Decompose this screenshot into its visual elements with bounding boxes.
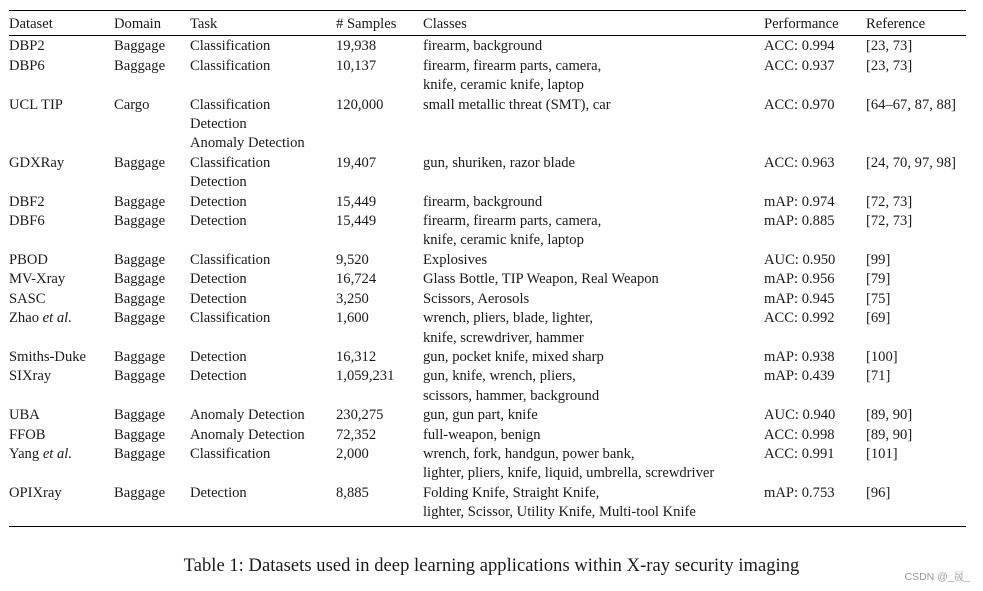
watermark: CSDN @_晟_: [904, 571, 970, 583]
cell-samples: 16,312: [336, 348, 377, 365]
dataset-name: SIXray: [9, 368, 52, 385]
cell-dataset: [9, 212, 114, 251]
task-line: Classification: [190, 38, 271, 55]
cell-dataset: [9, 96, 114, 154]
task-line: Classification: [190, 57, 271, 74]
cell-dataset: [9, 290, 114, 309]
cell-performance: AUC: 0.940: [764, 407, 836, 424]
cell-task: [190, 348, 336, 367]
cell-performance: ACC: 0.994: [764, 38, 835, 55]
cell-task: [190, 57, 336, 96]
cell-dataset: [9, 426, 114, 445]
cell-classes: [423, 290, 764, 309]
cell-dataset: [9, 309, 114, 348]
cell-performance: AUC: 0.950: [764, 251, 836, 268]
cell-task: [190, 426, 336, 445]
cell-samples: 8,885: [336, 484, 369, 501]
cell-dataset: [9, 348, 114, 367]
cell-dataset: [9, 484, 114, 526]
classes-line: knife, ceramic knife, laptop: [423, 232, 584, 249]
cell-task: [190, 406, 336, 425]
cell-performance: mAP: 0.753: [764, 484, 835, 501]
classes-line: knife, ceramic knife, laptop: [423, 77, 584, 94]
cell-performance: mAP: 0.974: [764, 193, 835, 210]
classes-line: wrench, fork, handgun, power bank,: [423, 445, 635, 462]
cell-samples: 16,724: [336, 271, 377, 288]
cell-dataset: [9, 270, 114, 289]
classes-line: wrench, pliers, blade, lighter,: [423, 310, 594, 327]
task-line: Detection: [190, 271, 247, 288]
cell-reference: [23, 73]: [866, 57, 913, 74]
cell-domain: Cargo: [114, 96, 150, 113]
table-body: [9, 36, 966, 525]
dataset-name: Smiths-Duke: [9, 348, 87, 365]
cell-task: [190, 484, 336, 526]
cell-task: [190, 251, 336, 270]
table-row: [9, 445, 966, 484]
cell-task: [190, 154, 336, 193]
cell-domain: Baggage: [114, 310, 166, 327]
dataset-name: DBF6: [9, 213, 45, 230]
cell-performance: ACC: 0.937: [764, 57, 835, 74]
table-row: [9, 290, 966, 309]
column-header-samples: # Samples: [336, 16, 397, 32]
cell-domain: Baggage: [114, 271, 166, 288]
table-row: [9, 193, 966, 212]
dataset-name: GDXRay: [9, 154, 65, 171]
cell-samples: 120,000: [336, 96, 384, 113]
classes-line: Scissors, Aerosols: [423, 290, 530, 307]
cell-classes: [423, 484, 764, 526]
cell-reference: [75]: [866, 290, 891, 307]
dataset-name: SASC: [9, 290, 46, 307]
cell-performance: mAP: 0.439: [764, 368, 835, 385]
table-row: [9, 36, 966, 56]
task-line: Detection: [190, 348, 247, 365]
table-row: [9, 96, 966, 154]
cell-reference: [89, 90]: [866, 426, 913, 443]
dataset-name: PBOD: [9, 251, 48, 268]
task-line: Detection: [190, 174, 247, 191]
column-header-dataset: Dataset: [9, 16, 53, 32]
task-line: Anomaly Detection: [190, 135, 305, 152]
cell-performance: mAP: 0.945: [764, 290, 835, 307]
cell-samples: 19,407: [336, 154, 377, 171]
table-row: [9, 251, 966, 270]
cell-samples: 72,352: [336, 426, 377, 443]
classes-line: gun, knife, wrench, pliers,: [423, 368, 576, 385]
cell-domain: Baggage: [114, 193, 166, 210]
cell-domain: Baggage: [114, 251, 166, 268]
cell-classes: [423, 212, 764, 251]
table-row: [9, 154, 966, 193]
table-row: [9, 270, 966, 289]
dataset-name-suffix: et al.: [42, 445, 72, 462]
cell-samples: 10,137: [336, 57, 377, 74]
table-row: [9, 367, 966, 406]
dataset-name: DBP6: [9, 57, 45, 74]
cell-dataset: [9, 367, 114, 406]
column-header-domain: Domain: [114, 16, 162, 32]
dataset-name: Yang: [9, 445, 40, 462]
task-line: Classification: [190, 251, 271, 268]
cell-performance: mAP: 0.956: [764, 271, 835, 288]
table-row: [9, 309, 966, 348]
classes-line: firearm, background: [423, 38, 543, 55]
cell-reference: [89, 90]: [866, 407, 913, 424]
cell-reference: [72, 73]: [866, 193, 913, 210]
cell-dataset: [9, 36, 114, 56]
dataset-name: DBF2: [9, 193, 45, 210]
cell-performance: ACC: 0.991: [764, 445, 835, 462]
dataset-name: Zhao: [9, 310, 39, 327]
datasets-table: [9, 11, 966, 526]
cell-reference: [99]: [866, 251, 891, 268]
cell-task: [190, 290, 336, 309]
cell-samples: 3,250: [336, 290, 369, 307]
cell-classes: [423, 251, 764, 270]
cell-samples: 19,938: [336, 38, 377, 55]
cell-classes: [423, 154, 764, 193]
cell-dataset: [9, 57, 114, 96]
cell-classes: [423, 348, 764, 367]
cell-classes: [423, 96, 764, 154]
task-line: Classification: [190, 154, 271, 171]
table-row: [9, 426, 966, 445]
classes-line: full-weapon, benign: [423, 426, 541, 443]
cell-samples: 15,449: [336, 213, 377, 230]
cell-task: [190, 212, 336, 251]
classes-line: firearm, firearm parts, camera,: [423, 57, 602, 74]
table-row: [9, 406, 966, 425]
cell-reference: [100]: [866, 348, 898, 365]
cell-dataset: [9, 406, 114, 425]
task-line: Detection: [190, 484, 247, 501]
cell-task: [190, 445, 336, 484]
cell-classes: [423, 309, 764, 348]
cell-reference: [64–67, 87, 88]: [866, 96, 956, 113]
cell-domain: Baggage: [114, 348, 166, 365]
cell-samples: 15,449: [336, 193, 377, 210]
classes-line: Explosives: [423, 251, 488, 268]
cell-performance: ACC: 0.998: [764, 426, 835, 443]
classes-line: Glass Bottle, TIP Weapon, Real Weapon: [423, 271, 659, 288]
task-line: Detection: [190, 368, 247, 385]
cell-domain: Baggage: [114, 426, 166, 443]
cell-performance: mAP: 0.885: [764, 213, 835, 230]
dataset-name: FFOB: [9, 426, 46, 443]
cell-domain: Baggage: [114, 213, 166, 230]
dataset-name: OPIXray: [9, 484, 62, 501]
cell-classes: [423, 426, 764, 445]
classes-line: gun, shuriken, razor blade: [423, 154, 575, 171]
task-line: Detection: [190, 193, 247, 210]
column-header-task: Task: [190, 16, 218, 32]
dataset-name: UBA: [9, 407, 40, 424]
cell-reference: [71]: [866, 368, 891, 385]
classes-line: lighter, pliers, knife, liquid, umbrella, screwdriver: [423, 465, 715, 482]
task-line: Classification: [190, 445, 271, 462]
cell-task: [190, 270, 336, 289]
table-row: [9, 57, 966, 96]
table-row: [9, 348, 966, 367]
cell-performance: ACC: 0.992: [764, 310, 835, 327]
classes-line: small metallic threat (SMT), car: [423, 96, 611, 113]
cell-reference: [69]: [866, 310, 891, 327]
task-line: Anomaly Detection: [190, 426, 305, 443]
table-bottom-rule: [9, 526, 966, 527]
dataset-name: MV-Xray: [9, 271, 66, 288]
cell-reference: [96]: [866, 484, 891, 501]
table-row: [9, 212, 966, 251]
task-line: Anomaly Detection: [190, 407, 305, 424]
datasets-table-block: [9, 10, 966, 527]
dataset-name: DBP2: [9, 38, 45, 55]
cell-domain: Baggage: [114, 407, 166, 424]
cell-domain: Baggage: [114, 368, 166, 385]
task-line: Classification: [190, 96, 271, 113]
cell-reference: [101]: [866, 445, 898, 462]
cell-reference: [24, 70, 97, 98]: [866, 154, 956, 171]
cell-classes: [423, 445, 764, 484]
cell-domain: Baggage: [114, 154, 166, 171]
dataset-name: UCL TIP: [9, 96, 63, 113]
cell-reference: [79]: [866, 271, 891, 288]
classes-line: firearm, background: [423, 193, 543, 210]
cell-domain: Baggage: [114, 38, 166, 55]
classes-line: Folding Knife, Straight Knife,: [423, 484, 600, 501]
column-header-reference: Reference: [866, 16, 926, 32]
cell-task: [190, 367, 336, 406]
cell-classes: [423, 36, 764, 56]
cell-samples: 230,275: [336, 407, 384, 424]
cell-dataset: [9, 154, 114, 193]
cell-domain: Baggage: [114, 484, 166, 501]
cell-dataset: [9, 193, 114, 212]
cell-task: [190, 193, 336, 212]
classes-line: knife, screwdriver, hammer: [423, 329, 584, 346]
cell-performance: mAP: 0.938: [764, 348, 835, 365]
cell-task: [190, 96, 336, 154]
classes-line: gun, pocket knife, mixed sharp: [423, 348, 604, 365]
cell-task: [190, 309, 336, 348]
dataset-name-suffix: et al.: [42, 310, 72, 327]
cell-classes: [423, 193, 764, 212]
table-row: [9, 484, 966, 526]
cell-classes: [423, 406, 764, 425]
table-header-row: [9, 11, 966, 35]
cell-performance: ACC: 0.963: [764, 154, 835, 171]
cell-performance: ACC: 0.970: [764, 96, 835, 113]
cell-task: [190, 36, 336, 56]
task-line: Classification: [190, 310, 271, 327]
cell-reference: [72, 73]: [866, 213, 913, 230]
classes-line: firearm, firearm parts, camera,: [423, 213, 602, 230]
column-header-performance: Performance: [764, 16, 839, 32]
cell-classes: [423, 367, 764, 406]
cell-classes: [423, 57, 764, 96]
cell-samples: 1,059,231: [336, 368, 395, 385]
cell-domain: Baggage: [114, 290, 166, 307]
cell-dataset: [9, 251, 114, 270]
cell-classes: [423, 270, 764, 289]
task-line: Detection: [190, 213, 247, 230]
cell-domain: Baggage: [114, 445, 166, 462]
task-line: Detection: [190, 116, 247, 133]
cell-samples: 1,600: [336, 310, 369, 327]
cell-samples: 9,520: [336, 251, 369, 268]
cell-samples: 2,000: [336, 445, 369, 462]
task-line: Detection: [190, 290, 247, 307]
classes-line: lighter, Scissor, Utility Knife, Multi-tool Knife: [423, 504, 696, 521]
cell-dataset: [9, 445, 114, 484]
cell-reference: [23, 73]: [866, 38, 913, 55]
cell-domain: Baggage: [114, 57, 166, 74]
column-header-classes: Classes: [423, 16, 467, 32]
classes-line: gun, gun part, knife: [423, 407, 538, 424]
table-caption: Table 1: Datasets used in deep learning applications within X-ray security imaging: [183, 556, 800, 576]
classes-line: scissors, hammer, background: [423, 387, 600, 404]
